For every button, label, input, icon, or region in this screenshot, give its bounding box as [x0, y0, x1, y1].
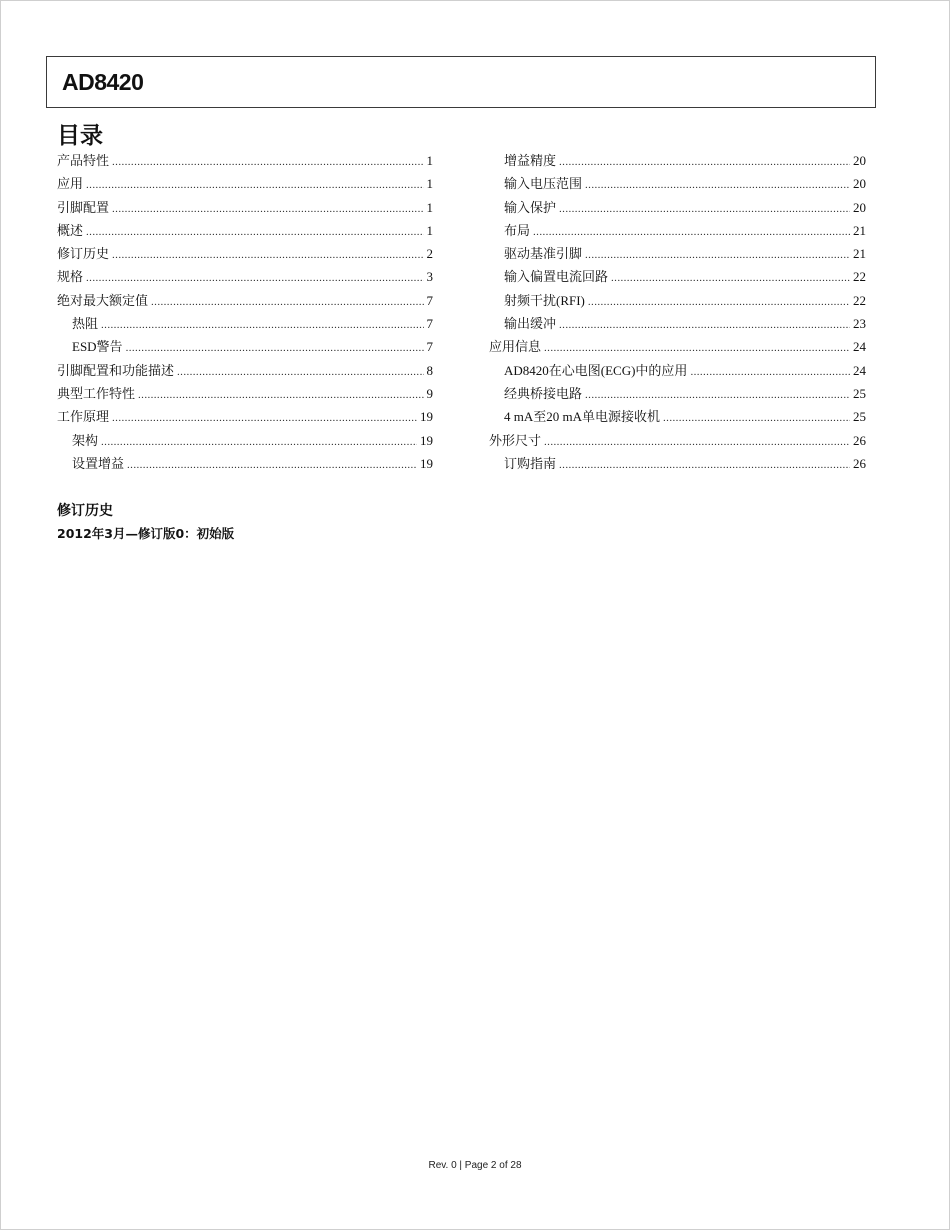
- toc-dot-leader: [101, 317, 423, 334]
- toc-dot-leader: [177, 364, 423, 381]
- toc-entry[interactable]: [489, 152, 866, 175]
- toc-entry-page-number: 21: [853, 246, 866, 262]
- toc-entry-label: 驱动基准引脚: [504, 246, 583, 262]
- toc-entry-label: 输入电压范围: [504, 176, 583, 192]
- toc-entry-page-number: 20: [853, 176, 866, 192]
- toc-entry-label: 概述: [57, 222, 84, 238]
- toc-entry[interactable]: [57, 432, 433, 455]
- toc-entry-page-number: 1: [426, 176, 433, 192]
- toc-dot-leader: [138, 387, 423, 404]
- revision-history-heading: 修订历史: [57, 503, 113, 519]
- toc-entry-label: 布局: [504, 222, 531, 238]
- toc-entry-page-number: 1: [426, 153, 433, 168]
- toc-entry-page-number: 22: [853, 292, 866, 308]
- toc-dot-leader: [101, 434, 417, 451]
- toc-entry-label: 射频干扰(RFI): [504, 292, 585, 308]
- part-number-title: AD8420: [62, 69, 144, 95]
- toc-entry[interactable]: [489, 268, 866, 291]
- toc-right-column: [489, 152, 866, 478]
- toc-entry-label: 架构: [72, 432, 99, 448]
- toc-entry-label: 工作原理: [57, 409, 110, 425]
- toc-entry-page-number: 26: [853, 455, 866, 471]
- toc-entry-label: 输入保护: [504, 199, 557, 215]
- toc-entry[interactable]: [489, 315, 866, 338]
- toc-entry-page-number: 19: [420, 455, 433, 471]
- toc-entry-label: 引脚配置: [57, 199, 110, 215]
- toc-entry-label: 绝对最大额定值: [57, 292, 149, 308]
- toc-entry-label: 输出缓冲: [504, 316, 557, 332]
- toc-dot-leader: [112, 247, 423, 264]
- document-header: [46, 56, 876, 108]
- toc-dot-leader: [585, 247, 850, 264]
- toc-entry-page-number: 7: [426, 339, 433, 355]
- toc-dot-leader: [544, 340, 850, 357]
- toc-entry-page-number: 1: [426, 199, 433, 215]
- toc-entry-page-number: 24: [853, 339, 866, 355]
- toc-entry-label: 修订历史: [57, 246, 110, 262]
- toc-entry[interactable]: [489, 199, 866, 222]
- toc-entry[interactable]: [57, 152, 433, 175]
- toc-entry[interactable]: [57, 338, 433, 361]
- toc-entry[interactable]: [57, 455, 433, 478]
- toc-entry-label: AD8420在心电图(ECG)中的应用: [504, 362, 688, 378]
- toc-entry[interactable]: [489, 245, 866, 268]
- toc-entry[interactable]: [57, 175, 433, 198]
- toc-entry-page-number: 21: [853, 222, 866, 238]
- toc-dot-leader: [86, 224, 423, 241]
- toc-dot-leader: [588, 294, 850, 311]
- toc-entry[interactable]: [57, 222, 433, 245]
- toc-entry-label: 应用信息: [489, 339, 542, 355]
- toc-dot-leader: [533, 224, 850, 241]
- toc-entry[interactable]: [57, 408, 433, 431]
- toc-entry-label: 经典桥接电路: [504, 385, 583, 401]
- toc-entry-page-number: 8: [426, 362, 433, 378]
- toc-entry-page-number: 22: [853, 269, 866, 285]
- toc-entry-label: 应用: [57, 176, 84, 192]
- toc-entry-page-number: 23: [853, 316, 866, 332]
- toc-entry[interactable]: [489, 432, 866, 455]
- toc-entry[interactable]: [57, 362, 433, 385]
- toc-entry[interactable]: [489, 175, 866, 198]
- toc-entry-label: 4 mA至20 mA单电源接收机: [504, 409, 661, 425]
- toc-entry[interactable]: [489, 362, 866, 385]
- toc-entry[interactable]: [489, 455, 866, 478]
- toc-entry[interactable]: [489, 338, 866, 361]
- toc-entry[interactable]: [489, 222, 866, 245]
- toc-entry[interactable]: [489, 292, 866, 315]
- toc-entry-page-number: 7: [426, 316, 433, 332]
- toc-entry-page-number: 20: [853, 153, 866, 168]
- toc-dot-leader: [559, 154, 850, 171]
- toc-entry-page-number: 1: [426, 222, 433, 238]
- toc-entry-page-number: 2: [426, 246, 433, 262]
- toc-dot-leader: [585, 177, 850, 194]
- toc-entry-label: 增益精度: [504, 153, 557, 168]
- toc-entry[interactable]: [57, 315, 433, 338]
- toc-entry-page-number: 9: [426, 385, 433, 401]
- toc-entry[interactable]: [489, 408, 866, 431]
- toc-dot-leader: [663, 410, 850, 427]
- toc-entry[interactable]: [57, 292, 433, 315]
- toc-dot-leader: [86, 270, 423, 287]
- revision-history-entry: 2012年3月—修订版0：初始版: [57, 526, 235, 541]
- toc-entry-label: 热阻: [72, 316, 99, 332]
- toc-dot-leader: [112, 154, 423, 171]
- toc-dot-leader: [127, 457, 417, 474]
- toc-entry[interactable]: [57, 199, 433, 222]
- toc-entry-page-number: 24: [853, 362, 866, 378]
- toc-entry-page-number: 3: [426, 269, 433, 285]
- toc-entry[interactable]: [57, 385, 433, 408]
- toc-entry-label: ESD警告: [72, 339, 123, 355]
- toc-entry-page-number: 19: [420, 409, 433, 425]
- toc-entry-label: 规格: [57, 269, 84, 285]
- toc-entry[interactable]: [489, 385, 866, 408]
- page-footer: Rev. 0 | Page 2 of 28: [428, 1160, 522, 1171]
- toc-entry-page-number: 26: [853, 432, 866, 448]
- toc-entry-label: 订购指南: [504, 455, 557, 471]
- toc-entry-label: 引脚配置和功能描述: [57, 362, 175, 378]
- toc-title: 目录: [57, 123, 103, 149]
- toc-dot-leader: [611, 270, 850, 287]
- toc-dot-leader: [559, 317, 850, 334]
- toc-entry-page-number: 25: [853, 409, 866, 425]
- toc-dot-leader: [86, 177, 423, 194]
- toc-entry-label: 输入偏置电流回路: [504, 269, 609, 285]
- toc-entry[interactable]: [57, 245, 433, 268]
- toc-dot-leader: [126, 340, 424, 357]
- toc-dot-leader: [112, 410, 417, 427]
- toc-dot-leader: [585, 387, 850, 404]
- toc-entry-page-number: 20: [853, 199, 866, 215]
- toc-entry-page-number: 25: [853, 385, 866, 401]
- toc-entry-label: 典型工作特性: [57, 385, 136, 401]
- toc-entry-page-number: 7: [426, 292, 433, 308]
- toc-left-column: [57, 152, 433, 478]
- toc-dot-leader: [690, 364, 850, 381]
- toc-entry-label: 设置增益: [72, 455, 125, 471]
- toc-dot-leader: [544, 434, 850, 451]
- toc-entry-page-number: 19: [420, 432, 433, 448]
- toc-entry[interactable]: [57, 268, 433, 291]
- toc-entry-label: 外形尺寸: [489, 432, 542, 448]
- toc-dot-leader: [151, 294, 423, 311]
- toc-dot-leader: [559, 457, 850, 474]
- toc-entry-label: 产品特性: [57, 153, 110, 168]
- toc-dot-leader: [112, 201, 423, 218]
- toc-dot-leader: [559, 201, 850, 218]
